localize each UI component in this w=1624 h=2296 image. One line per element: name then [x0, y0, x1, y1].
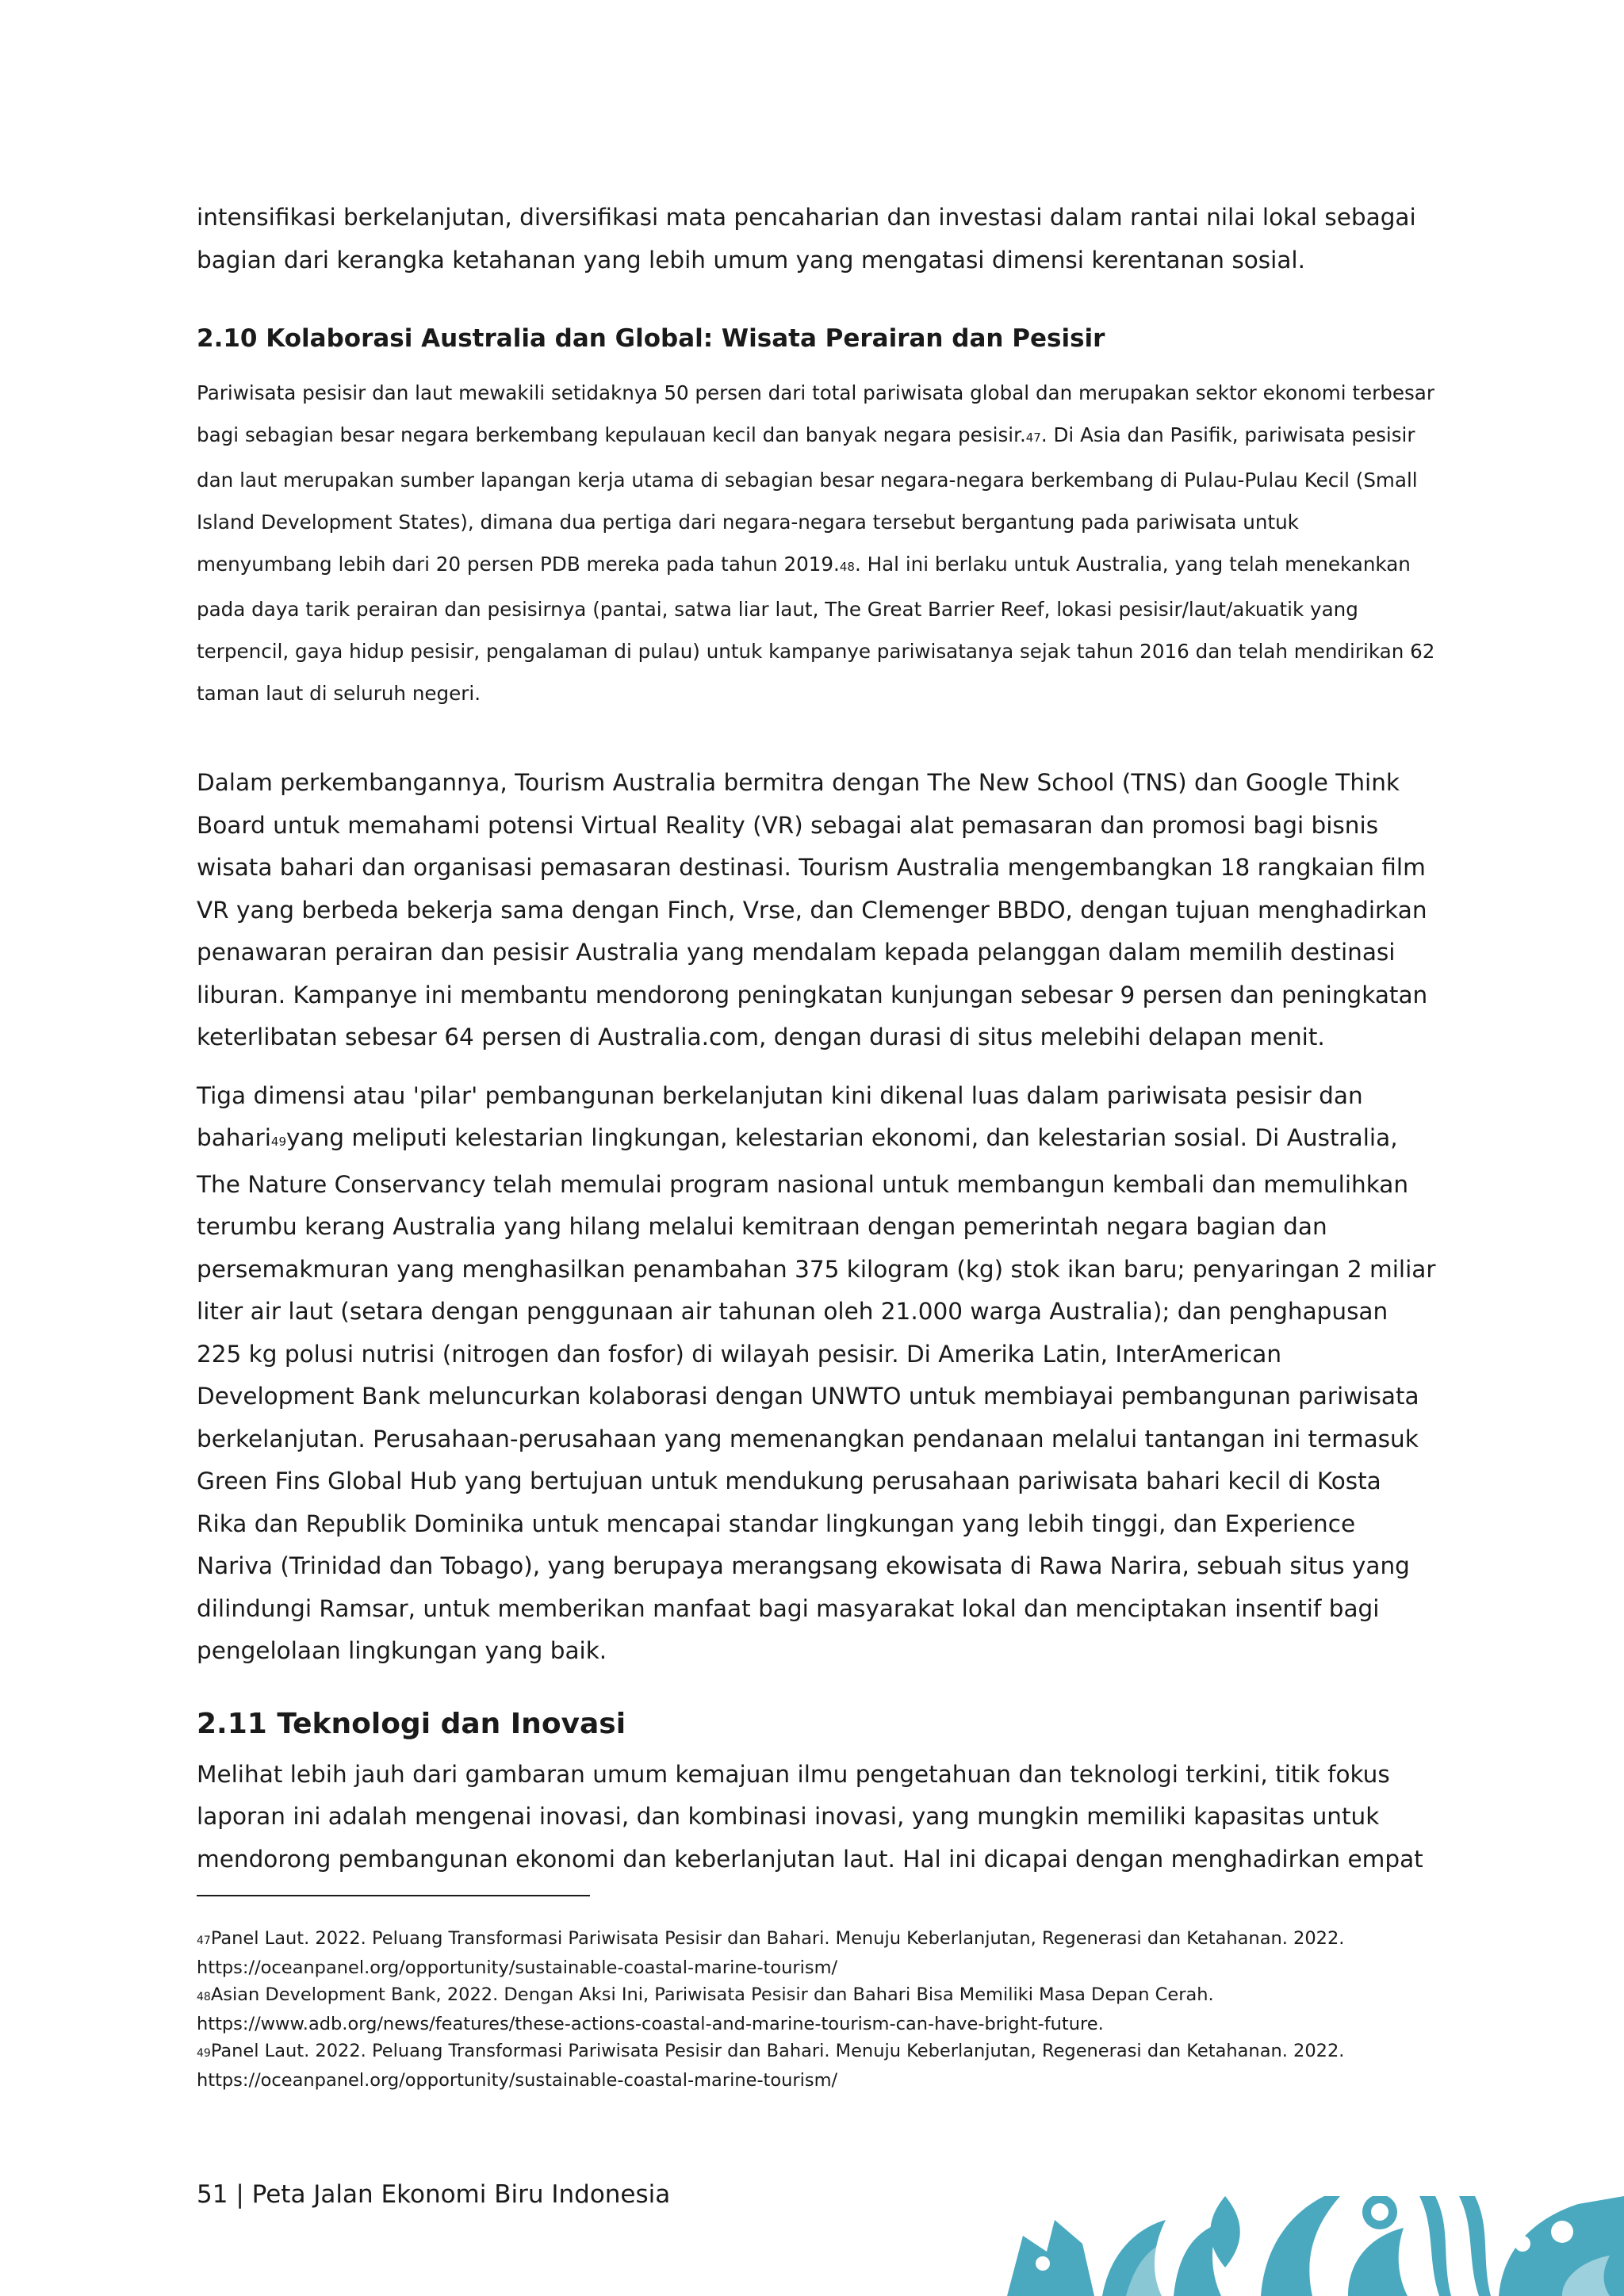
footnote-number: 49 — [197, 2047, 211, 2060]
footnote-text: Panel Laut. 2022. Peluang Transformasi Pariwisata Pesisir dan Bahari. Menuju Keberlanjutan, Regenerasi dan Ketahanan. 2022. — [210, 2041, 1345, 2061]
intro-paragraph: intensifikasi berkelanjutan, diversifikasi mata pencaharian dan investasi dalam rantai nilai lokal sebagai bagian dari kerangka ketahanan yang lebih umum yang mengatasi dimensi kerentanan sosial. — [197, 204, 1416, 274]
paragraph-text: . Di Asia dan Pasifik, pariwisata pesisir dan laut merupakan sumber lapangan kerja utama di sebagian besar negara-negara berkembang di Pulau-Pulau Kecil (Small Island Development States), dimana dua pertiga dari negara-negara tersebut bergantung pada pariwisata untuk menyumbang lebih dari 20 persen PDB mereka pada tahun 2019. — [197, 423, 1418, 576]
section-heading-2-10: 2.10 Kolaborasi Australia dan Global: Wisata Perairan dan Pesisir — [197, 324, 1105, 353]
section-2-10-paragraph-2: Dalam perkembangannya, Tourism Australia bermitra dengan The New School (TNS) dan Google Think Board untuk memahami potensi Virtual Reality (VR) sebagai alat pemasaran dan promosi bagi bisnis wisata bahari dan organisasi pemasaran destinasi. Tourism Australia mengembangkan 18 rangkaian film VR yang berbeda bekerja sama dengan Finch, Vrse, dan Clemenger BBDO, dengan tujuan menghadirkan penawaran perairan dan pesisir Australia yang mendalam kepada pelanggan dalam memilih destinasi liburan. Kampanye ini membantu mendorong peningkatan kunjungan sebesar 9 persen dan peningkatan keterlibatan sebesar 64 persen di Australia.com, dengan durasi di situs melebihi delapan menit. — [197, 769, 1428, 1050]
paragraph-text: . Hal ini berlaku untuk Australia, yang telah menekankan pada daya tarik perairan dan pesisirnya (pantai, satwa liar laut, The Great Barrier Reef, lokasi pesisir/laut/akuatik yang terpencil, gaya hidup pesisir, pengalaman di pulau) untuk kampanye pariwisatanya sejak tahun 2016 dan telah mendirikan 62 taman laut di seluruh negeri. — [197, 553, 1435, 705]
section-2-10-paragraph-1 — [197, 372, 1437, 714]
footnote-reference-48[interactable]: 48 — [839, 560, 855, 574]
footnote-divider — [197, 1895, 590, 1896]
section-2-10-paragraph-3 — [197, 1075, 1437, 1673]
paragraph-text: yang meliputi kelestarian lingkungan, kelestarian ekonomi, dan kelestarian sosial. Di Australia, The Nature Conservancy telah memulai program nasional untuk membangun kembali dan memulihkan terumbu kerang Australia yang hilang melalui kemitraan dengan pemerintah negara bagian dan persemakmuran yang menghasilkan penambahan 375 kilogram (kg) stok ikan baru; penyaringan 2 miliar liter air laut (setara dengan penggunaan air tahunan oleh 21.000 warga Australia); dan penghapusan 225 kg polusi nutrisi (nitrogen dan fosfor) di wilayah pesisir. Di Amerika Latin, InterAmerican Development Bank meluncurkan kolaborasi dengan UNWTO untuk membiayai pembangunan pariwisata berkelanjutan. Perusahaan-perusahaan yang memenangkan pendanaan melalui tantangan ini termasuk Green Fins Global Hub yang bertujuan untuk mendukung perusahaan pariwisata bahari kecil di Kosta Rika dan Republik Dominika untuk mencapai standar lingkungan yang lebih tinggi, dan Experience Nariva (Trinidad dan Tobago), yang berupaya merangsang ekowisata di Rawa Narira, sebuah situs yang dilindungi Ramsar, untuk memberikan manfaat bagi masyarakat lokal dan menciptakan insentif bagi pengelolaan lingkungan yang baik. — [197, 1124, 1436, 1664]
footnote-text: Asian Development Bank, 2022. Dengan Aksi Ini, Pariwisata Pesisir dan Bahari Bisa Memiliki Masa Depan Cerah. — [210, 1984, 1214, 2005]
footnote-link[interactable]: https://www.adb.org/news/features/these-actions-coastal-and-marine-tourism-can-have-bright-future. — [197, 2014, 1104, 2034]
footnote-47 — [197, 1925, 1434, 1954]
footnote-link[interactable]: https://oceanpanel.org/opportunity/sustainable-coastal-marine-tourism/ — [197, 1957, 838, 1978]
footnotes — [197, 1925, 1434, 2094]
footnote-48 — [197, 1981, 1434, 2011]
page-number: 51 — [197, 2180, 228, 2209]
footnote-reference-47[interactable]: 47 — [1025, 430, 1041, 445]
paragraph-text: Pariwisata pesisir dan laut mewakili setidaknya 50 persen dari total pariwisata global dan merupakan sektor ekonomi terbesar bagi sebagian besar negara berkembang kepulauan kecil dan banyak negara pesisir. — [197, 381, 1434, 446]
page-content — [197, 197, 1437, 1881]
paragraph-text: Tiga dimensi atau 'pilar' pembangunan berkelanjutan kini dikenal luas dalam pariwisata pesisir dan bahari — [197, 1081, 1363, 1151]
footnote-49 — [197, 2038, 1434, 2067]
footnote-text: Panel Laut. 2022. Peluang Transformasi Pariwisata Pesisir dan Bahari. Menuju Keberlanjutan, Regenerasi dan Ketahanan. 2022. — [210, 1928, 1345, 1949]
section-2-11-paragraph-1: Melihat lebih jauh dari gambaran umum kemajuan ilmu pengetahuan dan teknologi terkini, titik fokus laporan ini adalah mengenai inovasi, dan kombinasi inovasi, yang mungkin memiliki kapasitas untuk mendorong pembangunan ekonomi dan keberlanjutan laut. Hal ini dicapai dengan menghadirkan empat — [197, 1760, 1423, 1873]
document-title: Peta Jalan Ekonomi Biru Indonesia — [251, 2180, 671, 2209]
page-footer — [197, 2177, 670, 2212]
footnote-reference-49[interactable]: 49 — [270, 1135, 286, 1149]
footnote-link[interactable]: https://oceanpanel.org/opportunity/sustainable-coastal-marine-tourism/ — [197, 2070, 838, 2091]
footnote-number: 48 — [197, 1991, 211, 2003]
batik-ornament-decoration — [1007, 2196, 1624, 2296]
section-heading-2-11: 2.11 Teknologi dan Inovasi — [197, 1707, 626, 1740]
footer-separator: | — [236, 2180, 244, 2209]
footnote-number: 47 — [197, 1934, 211, 1947]
